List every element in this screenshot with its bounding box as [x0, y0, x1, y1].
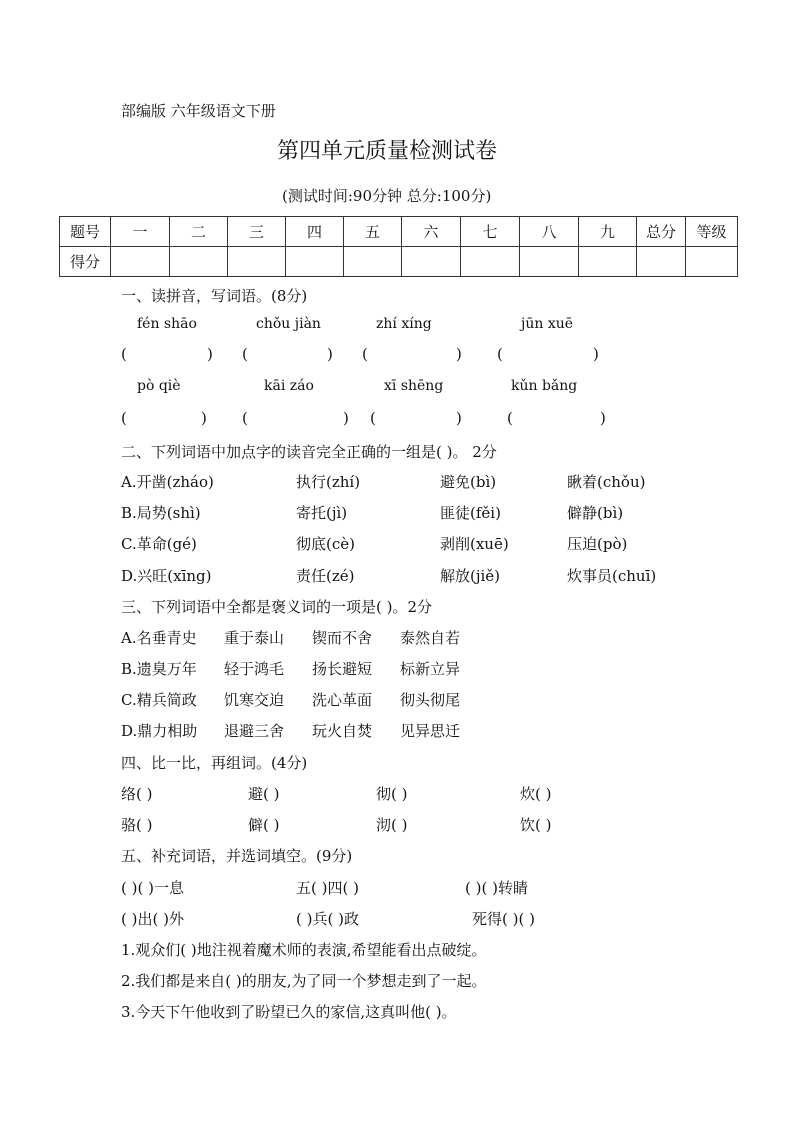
option-item: 退避三舍: [224, 722, 285, 740]
option-item: 见异思迁: [400, 722, 461, 740]
pinyin: pò qiè: [137, 378, 181, 394]
word-group: 骆( ): [121, 816, 153, 834]
option-item: 寄托(jì): [296, 504, 348, 522]
word-group: 僻( ): [248, 816, 280, 834]
score-cell[interactable]: [637, 247, 686, 277]
header-cell: 题号: [60, 217, 111, 247]
paren-open: (: [362, 345, 368, 363]
header-cell: 总分: [637, 217, 686, 247]
word-group: 沏( ): [376, 816, 408, 834]
header-cell: 四: [286, 217, 344, 247]
score-cell[interactable]: [344, 247, 402, 277]
score-cell[interactable]: [228, 247, 286, 277]
option-item: 洗心革面: [312, 691, 373, 709]
section4-heading: 四、比一比，再组词。(4分): [121, 754, 308, 772]
option-item: 标新立异: [400, 660, 461, 678]
score-cell[interactable]: [686, 247, 738, 277]
idiom-blank: ( )( )转睛: [465, 879, 528, 897]
option-item: 锲而不舍: [312, 629, 373, 647]
word-group: 络( ): [121, 785, 153, 803]
fill-sentence: 2.我们都是来自( )的朋友,为了同一个梦想走到了一起。: [121, 972, 487, 990]
option-item: 剥削(xuē): [440, 535, 509, 553]
paren-open: (: [121, 345, 127, 363]
paren-close: ): [456, 345, 462, 363]
pinyin: xī shēng: [384, 378, 444, 394]
header-cell: 六: [402, 217, 461, 247]
pinyin: fén shāo: [137, 316, 197, 332]
option-item: A.开凿(zháo): [121, 473, 214, 491]
paren-close: ): [207, 345, 213, 363]
header-cell: 九: [579, 217, 637, 247]
paren-close: ): [327, 345, 333, 363]
header-cell: 二: [170, 217, 228, 247]
option-item: 解放(jiě): [440, 567, 501, 585]
paren-close: ): [201, 409, 207, 427]
option-item: 轻于鸿毛: [224, 660, 285, 678]
score-table: [59, 216, 738, 277]
idiom-blank: 五( )四( ): [296, 879, 359, 897]
option-item: C.革命(gé): [121, 535, 197, 553]
option-item: 泰然自若: [400, 629, 461, 647]
option-item: 匪徒(fěi): [440, 504, 501, 522]
section5-heading: 五、补充词语，并选词填空。(9分): [121, 847, 353, 865]
header-cell: 八: [520, 217, 579, 247]
pinyin: kāi záo: [264, 378, 314, 394]
score-table-score-row: [60, 247, 738, 277]
score-cell[interactable]: [111, 247, 170, 277]
idiom-blank: ( )兵( )政: [296, 910, 359, 928]
option-item: C.精兵简政: [121, 691, 197, 709]
page-title: 第四单元质量检测试卷: [277, 139, 498, 164]
paren-close: ): [343, 409, 349, 427]
paren-close: ): [456, 409, 462, 427]
paren-close: ): [600, 409, 606, 427]
idiom-blank: ( )出( )外: [121, 910, 184, 928]
score-cell[interactable]: [402, 247, 461, 277]
word-group: 彻( ): [376, 785, 408, 803]
paren-open: (: [370, 409, 376, 427]
score-cell[interactable]: [461, 247, 520, 277]
score-cell[interactable]: [579, 247, 637, 277]
header-cell: 一: [111, 217, 170, 247]
book-subtitle: 部编版 六年级语文下册: [121, 102, 276, 120]
header-cell: 三: [228, 217, 286, 247]
header-cell: 等级: [686, 217, 738, 247]
paren-open: (: [121, 409, 127, 427]
pinyin: zhí xíng: [376, 316, 432, 332]
option-item: 彻头彻尾: [400, 691, 461, 709]
option-item: 瞅着(chǒu): [567, 473, 646, 491]
paren-open: (: [242, 345, 248, 363]
score-cell[interactable]: [170, 247, 228, 277]
score-cell[interactable]: [286, 247, 344, 277]
option-item: 责任(zé): [296, 567, 355, 585]
option-item: 执行(zhí): [296, 473, 361, 491]
section3-heading: 三、下列词语中全都是褒义词的一项是( )。2分: [121, 598, 433, 616]
pinyin: jūn xuē: [521, 316, 574, 332]
option-item: A.名垂青史: [121, 629, 197, 647]
option-item: 重于泰山: [224, 629, 285, 647]
paren-open: (: [497, 345, 503, 363]
option-item: B.遗臭万年: [121, 660, 197, 678]
option-item: 避免(bì): [440, 473, 497, 491]
option-item: 僻静(bì): [567, 504, 624, 522]
idiom-blank: 死得( )( ): [472, 910, 535, 928]
option-item: 压迫(pò): [567, 535, 628, 553]
paren-open: (: [242, 409, 248, 427]
word-group: 避( ): [248, 785, 280, 803]
option-item: 彻底(cè): [296, 535, 355, 553]
paren-open: (: [507, 409, 513, 427]
section2-heading: 二、下列词语中加点字的读音完全正确的一组是( )。 2分: [121, 443, 497, 461]
score-row-label: 得分: [60, 247, 111, 277]
option-item: D.鼎力相助: [121, 722, 198, 740]
header-cell: 五: [344, 217, 402, 247]
paren-close: ): [593, 345, 599, 363]
idiom-blank: ( )( )一息: [121, 879, 184, 897]
section1-heading: 一、读拼音，写词语。(8分): [121, 287, 308, 305]
pinyin: chǒu jiàn: [256, 316, 321, 332]
fill-sentence: 3.今天下午他收到了盼望已久的家信,这真叫他( )。: [121, 1003, 457, 1021]
option-item: 饥寒交迫: [224, 691, 285, 709]
fill-sentence: 1.观众们( )地注视着魔术师的表演,希望能看出点破绽。: [121, 941, 487, 959]
option-item: 炊事员(chuī): [567, 567, 657, 585]
test-info: (测试时间:90分钟 总分:100分): [282, 187, 492, 205]
score-table-header-row: [60, 217, 738, 247]
option-item: D.兴旺(xīng): [121, 567, 212, 585]
word-group: 炊( ): [520, 785, 552, 803]
option-item: 玩火自焚: [312, 722, 373, 740]
word-group: 饮( ): [520, 816, 552, 834]
score-cell[interactable]: [520, 247, 579, 277]
option-item: 扬长避短: [312, 660, 373, 678]
header-cell: 七: [461, 217, 520, 247]
pinyin: kǔn bǎng: [511, 378, 578, 394]
option-item: B.局势(shì): [121, 504, 201, 522]
